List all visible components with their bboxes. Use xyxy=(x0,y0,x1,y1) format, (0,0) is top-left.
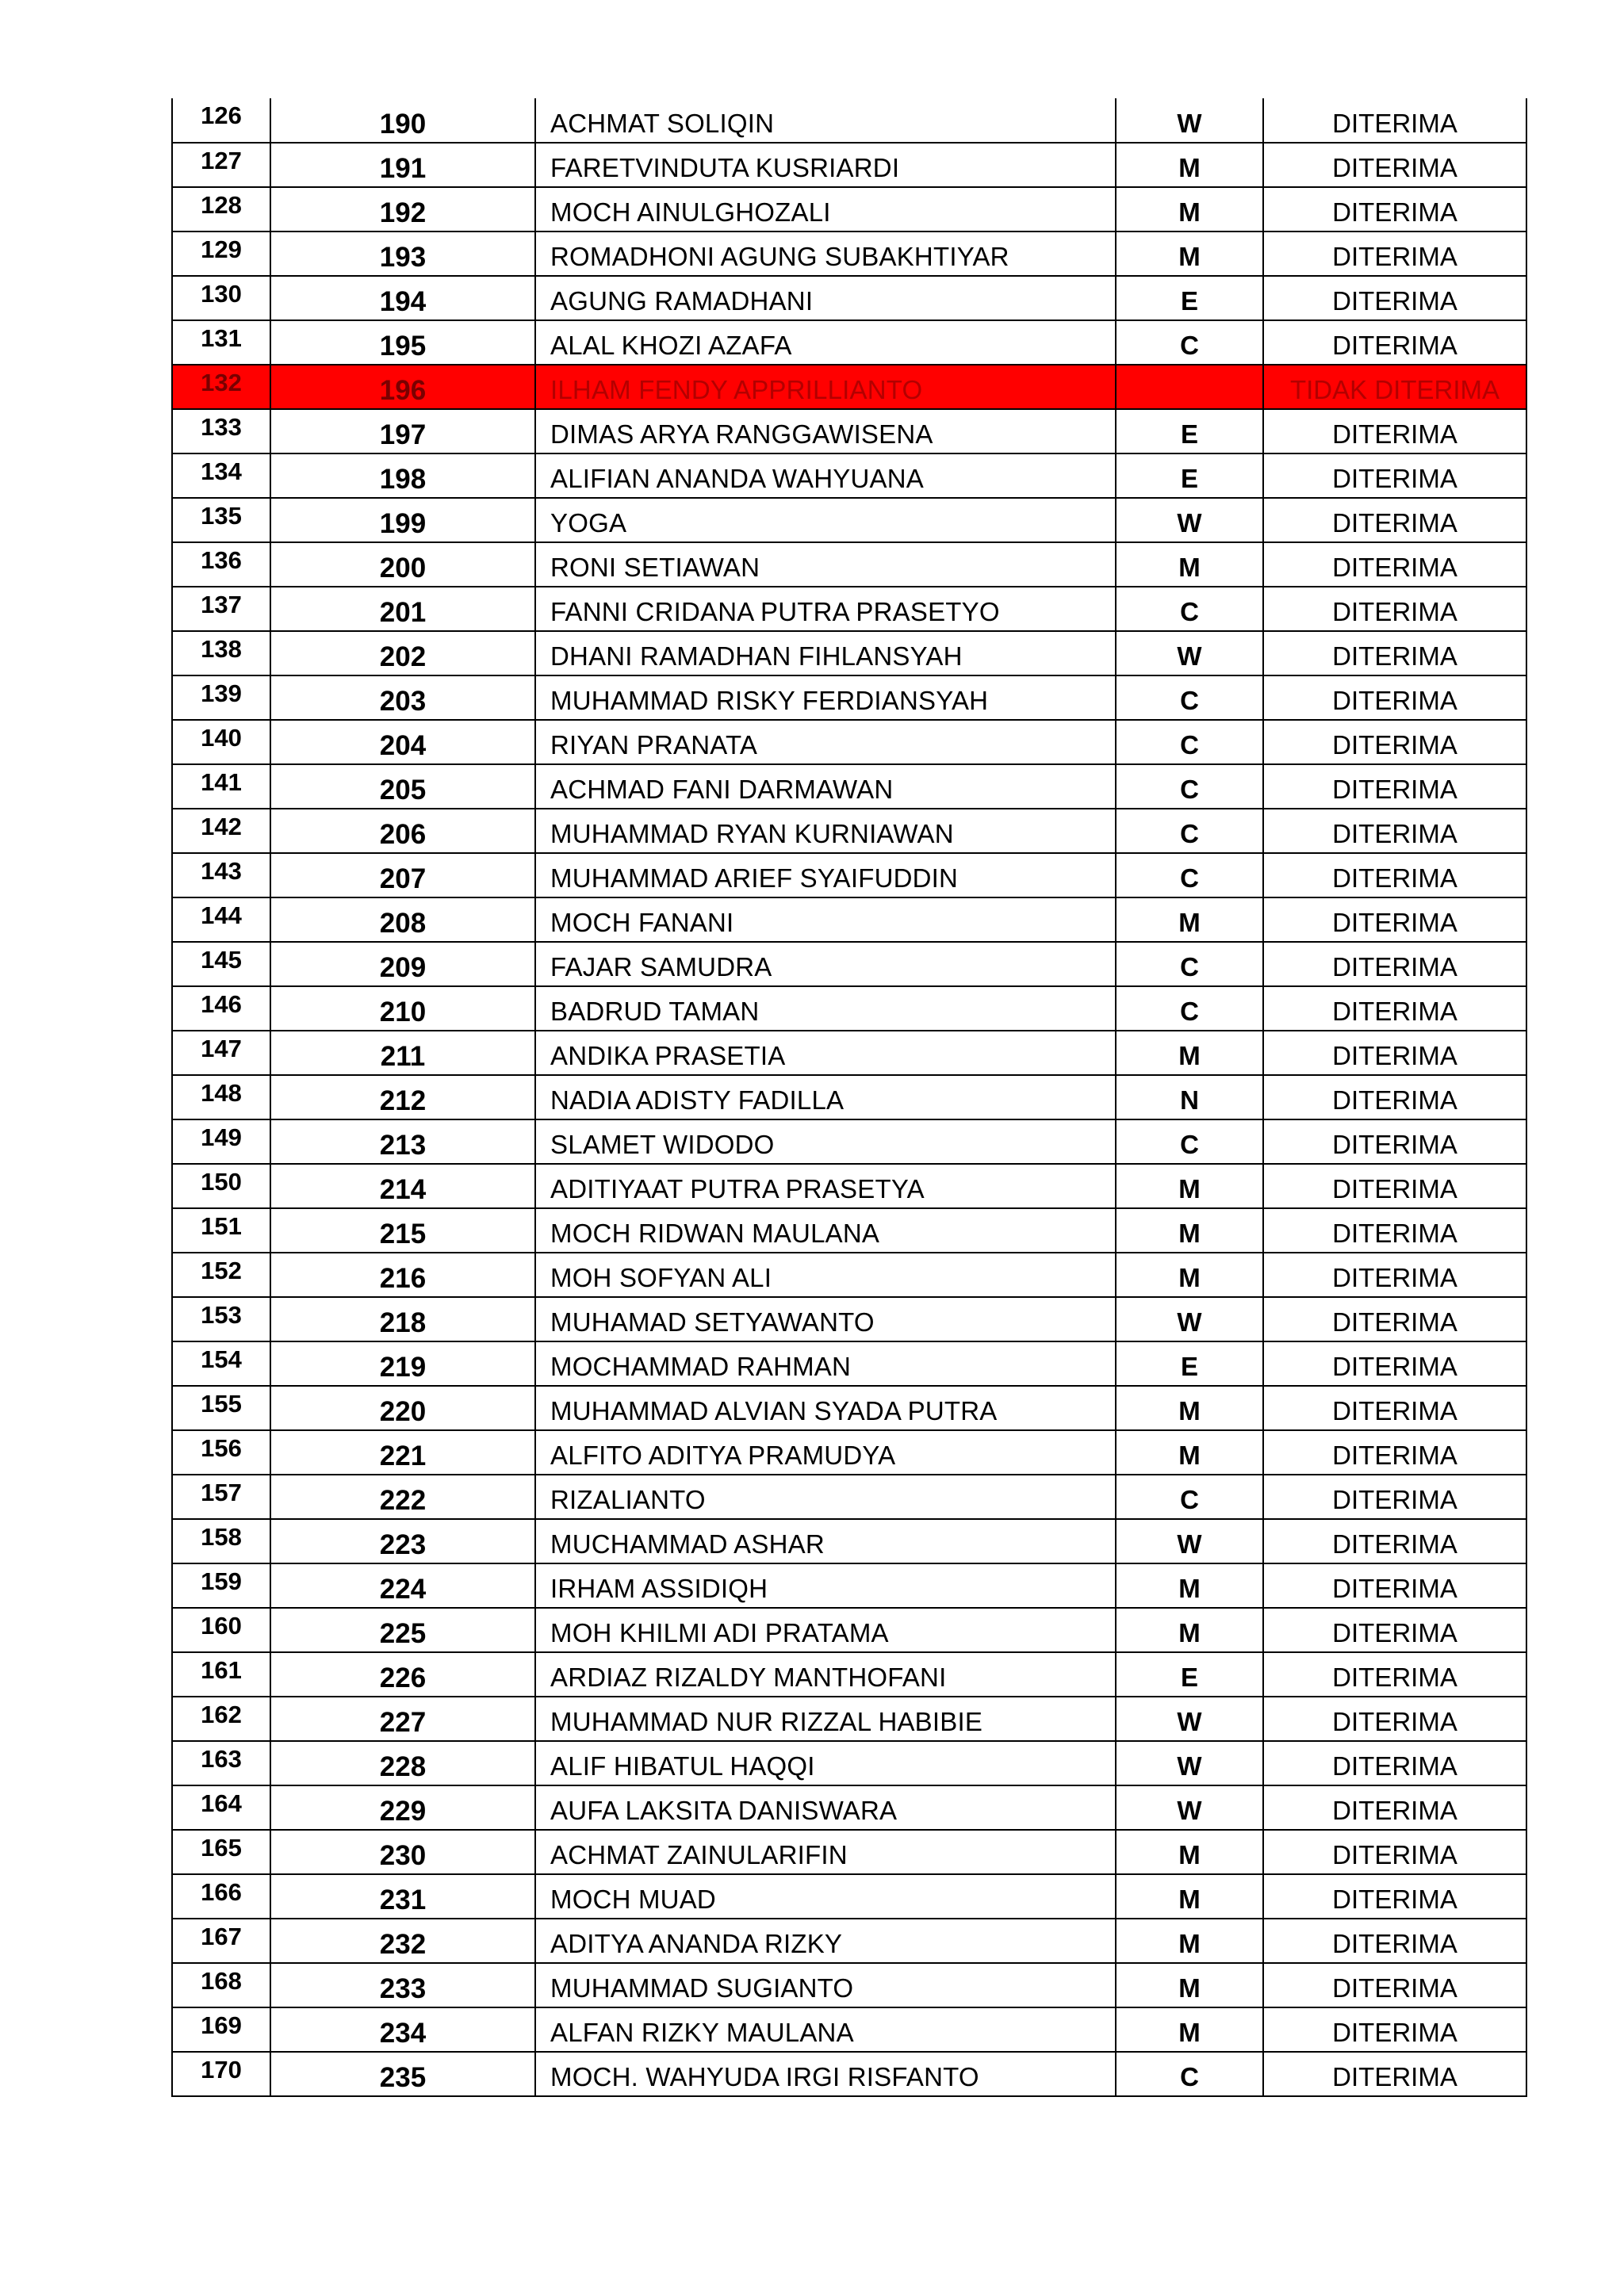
registration-number-cell: 194 xyxy=(270,276,535,320)
table-row xyxy=(172,143,1526,187)
participant-name-cell: MOCH AINULGHOZALI xyxy=(535,187,1116,232)
registration-number-cell: 230 xyxy=(270,1830,535,1874)
participant-name-cell: DHANI RAMADHAN FIHLANSYAH xyxy=(535,631,1116,675)
category-code-cell: C xyxy=(1116,2052,1263,2096)
status-cell: DITERIMA xyxy=(1263,187,1526,232)
registration-number-cell: 235 xyxy=(270,2052,535,2096)
category-code-cell: C xyxy=(1116,986,1263,1031)
participant-name-cell: ALIF HIBATUL HAQQI xyxy=(535,1741,1116,1785)
participant-name-cell: RIZALIANTO xyxy=(535,1475,1116,1519)
status-cell: DITERIMA xyxy=(1263,986,1526,1031)
status-cell: DITERIMA xyxy=(1263,1563,1526,1608)
status-cell: DITERIMA xyxy=(1263,320,1526,365)
table-row xyxy=(172,942,1526,986)
table-row xyxy=(172,853,1526,897)
category-code-cell: W xyxy=(1116,1519,1263,1563)
participant-name-cell: IRHAM ASSIDIQH xyxy=(535,1563,1116,1608)
results-table-body xyxy=(172,98,1526,2096)
registration-number-cell: 219 xyxy=(270,1341,535,1386)
status-cell: DITERIMA xyxy=(1263,1430,1526,1475)
category-code-cell: C xyxy=(1116,1475,1263,1519)
row-number-cell: 147 xyxy=(172,1031,270,1075)
category-code-cell: W xyxy=(1116,498,1263,542)
table-row xyxy=(172,1785,1526,1830)
participant-name-cell: FARETVINDUTA KUSRIARDI xyxy=(535,143,1116,187)
registration-number-cell: 220 xyxy=(270,1386,535,1430)
table-row xyxy=(172,1830,1526,1874)
row-number-cell: 156 xyxy=(172,1430,270,1475)
registration-number-cell: 223 xyxy=(270,1519,535,1563)
category-code-cell: C xyxy=(1116,675,1263,720)
status-cell: DITERIMA xyxy=(1263,1519,1526,1563)
status-cell: DITERIMA xyxy=(1263,1075,1526,1119)
category-code-cell: M xyxy=(1116,2007,1263,2052)
participant-name-cell: RONI SETIAWAN xyxy=(535,542,1116,587)
status-cell: DITERIMA xyxy=(1263,897,1526,942)
registration-number-cell: 218 xyxy=(270,1297,535,1341)
table-row xyxy=(172,320,1526,365)
participant-name-cell: MUHAMMAD ALVIAN SYADA PUTRA xyxy=(535,1386,1116,1430)
participant-name-cell: MOCH RIDWAN MAULANA xyxy=(535,1208,1116,1253)
row-number-cell: 150 xyxy=(172,1164,270,1208)
row-number-cell: 127 xyxy=(172,143,270,187)
registration-number-cell: 226 xyxy=(270,1652,535,1697)
category-code-cell: M xyxy=(1116,1919,1263,1963)
registration-number-cell: 233 xyxy=(270,1963,535,2007)
table-row xyxy=(172,1697,1526,1741)
row-number-cell: 170 xyxy=(172,2052,270,2096)
registration-number-cell: 224 xyxy=(270,1563,535,1608)
participant-name-cell: ALIFIAN ANANDA WAHYUANA xyxy=(535,453,1116,498)
category-code-cell: M xyxy=(1116,1164,1263,1208)
table-row xyxy=(172,1563,1526,1608)
category-code-cell: E xyxy=(1116,1652,1263,1697)
participant-name-cell: MUHAMMAD RISKY FERDIANSYAH xyxy=(535,675,1116,720)
category-code-cell: M xyxy=(1116,1563,1263,1608)
category-code-cell: M xyxy=(1116,1874,1263,1919)
registration-number-cell: 221 xyxy=(270,1430,535,1475)
category-code-cell: M xyxy=(1116,1253,1263,1297)
participant-name-cell: MUCHAMMAD ASHAR xyxy=(535,1519,1116,1563)
registration-number-cell: 197 xyxy=(270,409,535,453)
status-cell: DITERIMA xyxy=(1263,809,1526,853)
participant-name-cell: MOCH FANANI xyxy=(535,897,1116,942)
category-code-cell: W xyxy=(1116,631,1263,675)
row-number-cell: 152 xyxy=(172,1253,270,1297)
status-cell: DITERIMA xyxy=(1263,1297,1526,1341)
table-row xyxy=(172,1297,1526,1341)
row-number-cell: 161 xyxy=(172,1652,270,1697)
status-cell: DITERIMA xyxy=(1263,1386,1526,1430)
status-cell: DITERIMA xyxy=(1263,542,1526,587)
status-cell: DITERIMA xyxy=(1263,2007,1526,2052)
table-row xyxy=(172,187,1526,232)
category-code-cell: M xyxy=(1116,1430,1263,1475)
registration-number-cell: 200 xyxy=(270,542,535,587)
row-number-cell: 142 xyxy=(172,809,270,853)
registration-number-cell: 202 xyxy=(270,631,535,675)
status-cell: DITERIMA xyxy=(1263,1208,1526,1253)
status-cell: DITERIMA xyxy=(1263,1475,1526,1519)
participant-name-cell: MOCH. WAHYUDA IRGI RISFANTO xyxy=(535,2052,1116,2096)
participant-name-cell: ALAL KHOZI AZAFA xyxy=(535,320,1116,365)
registration-number-cell: 222 xyxy=(270,1475,535,1519)
registration-number-cell: 212 xyxy=(270,1075,535,1119)
row-number-cell: 141 xyxy=(172,764,270,809)
status-cell: DITERIMA xyxy=(1263,942,1526,986)
category-code-cell: M xyxy=(1116,1830,1263,1874)
status-cell: DITERIMA xyxy=(1263,1608,1526,1652)
row-number-cell: 163 xyxy=(172,1741,270,1785)
registration-number-cell: 191 xyxy=(270,143,535,187)
row-number-cell: 160 xyxy=(172,1608,270,1652)
participant-name-cell: DIMAS ARYA RANGGAWISENA xyxy=(535,409,1116,453)
row-number-cell: 144 xyxy=(172,897,270,942)
registration-number-cell: 215 xyxy=(270,1208,535,1253)
category-code-cell: E xyxy=(1116,453,1263,498)
table-row xyxy=(172,409,1526,453)
row-number-cell: 151 xyxy=(172,1208,270,1253)
participant-name-cell: FANNI CRIDANA PUTRA PRASETYO xyxy=(535,587,1116,631)
row-number-cell: 136 xyxy=(172,542,270,587)
table-row xyxy=(172,720,1526,764)
status-cell: DITERIMA xyxy=(1263,1919,1526,1963)
table-row xyxy=(172,1430,1526,1475)
table-row xyxy=(172,1208,1526,1253)
status-cell: DITERIMA xyxy=(1263,587,1526,631)
status-cell: DITERIMA xyxy=(1263,1963,1526,2007)
participant-name-cell: ACHMAD FANI DARMAWAN xyxy=(535,764,1116,809)
registration-number-cell: 209 xyxy=(270,942,535,986)
participant-name-cell: MUHAMMAD SUGIANTO xyxy=(535,1963,1116,2007)
category-code-cell: W xyxy=(1116,1785,1263,1830)
row-number-cell: 138 xyxy=(172,631,270,675)
registration-number-cell: 203 xyxy=(270,675,535,720)
category-code-cell: C xyxy=(1116,1119,1263,1164)
participant-name-cell: AUFA LAKSITA DANISWARA xyxy=(535,1785,1116,1830)
table-row xyxy=(172,764,1526,809)
category-code-cell: M xyxy=(1116,1386,1263,1430)
participant-name-cell: MOCHAMMAD RAHMAN xyxy=(535,1341,1116,1386)
table-row xyxy=(172,1164,1526,1208)
registration-number-cell: 234 xyxy=(270,2007,535,2052)
status-cell: DITERIMA xyxy=(1263,1697,1526,1741)
registration-number-cell: 204 xyxy=(270,720,535,764)
status-cell: DITERIMA xyxy=(1263,1652,1526,1697)
category-code-cell: C xyxy=(1116,809,1263,853)
table-row xyxy=(172,232,1526,276)
row-number-cell: 132 xyxy=(172,365,270,409)
table-row xyxy=(172,1341,1526,1386)
row-number-cell: 158 xyxy=(172,1519,270,1563)
row-number-cell: 129 xyxy=(172,232,270,276)
table-row xyxy=(172,1608,1526,1652)
status-cell: DITERIMA xyxy=(1263,143,1526,187)
row-number-cell: 165 xyxy=(172,1830,270,1874)
category-code-cell: M xyxy=(1116,542,1263,587)
status-cell: DITERIMA xyxy=(1263,276,1526,320)
table-row xyxy=(172,809,1526,853)
row-number-cell: 148 xyxy=(172,1075,270,1119)
row-number-cell: 168 xyxy=(172,1963,270,2007)
status-cell: DITERIMA xyxy=(1263,1741,1526,1785)
participant-name-cell: MOH SOFYAN ALI xyxy=(535,1253,1116,1297)
participant-name-cell: ANDIKA PRASETIA xyxy=(535,1031,1116,1075)
category-code-cell: C xyxy=(1116,720,1263,764)
category-code-cell: E xyxy=(1116,409,1263,453)
table-row xyxy=(172,498,1526,542)
row-number-cell: 135 xyxy=(172,498,270,542)
participant-name-cell: SLAMET WIDODO xyxy=(535,1119,1116,1164)
registration-number-cell: 214 xyxy=(270,1164,535,1208)
table-row xyxy=(172,1519,1526,1563)
category-code-cell: M xyxy=(1116,232,1263,276)
row-number-cell: 157 xyxy=(172,1475,270,1519)
category-code-cell: W xyxy=(1116,1697,1263,1741)
table-row xyxy=(172,675,1526,720)
registration-number-cell: 229 xyxy=(270,1785,535,1830)
category-code-cell: C xyxy=(1116,320,1263,365)
row-number-cell: 140 xyxy=(172,720,270,764)
row-number-cell: 143 xyxy=(172,853,270,897)
participant-name-cell: MUHAMMAD RYAN KURNIAWAN xyxy=(535,809,1116,853)
table-row xyxy=(172,2052,1526,2096)
registration-number-cell: 196 xyxy=(270,365,535,409)
registration-number-cell: 207 xyxy=(270,853,535,897)
registration-number-cell: 192 xyxy=(270,187,535,232)
row-number-cell: 149 xyxy=(172,1119,270,1164)
category-code-cell: M xyxy=(1116,897,1263,942)
row-number-cell: 169 xyxy=(172,2007,270,2052)
table-row xyxy=(172,897,1526,942)
status-cell: DITERIMA xyxy=(1263,453,1526,498)
status-cell: DITERIMA xyxy=(1263,1031,1526,1075)
category-code-cell: C xyxy=(1116,942,1263,986)
table-row xyxy=(172,1919,1526,1963)
category-code-cell: C xyxy=(1116,764,1263,809)
table-row xyxy=(172,986,1526,1031)
participant-name-cell: FAJAR SAMUDRA xyxy=(535,942,1116,986)
category-code-cell xyxy=(1116,365,1263,409)
registration-number-cell: 210 xyxy=(270,986,535,1031)
table-row xyxy=(172,1963,1526,2007)
status-cell: DITERIMA xyxy=(1263,98,1526,143)
registration-number-cell: 193 xyxy=(270,232,535,276)
status-cell: DITERIMA xyxy=(1263,1874,1526,1919)
participant-name-cell: MOCH MUAD xyxy=(535,1874,1116,1919)
status-cell: DITERIMA xyxy=(1263,232,1526,276)
registration-number-cell: 190 xyxy=(270,98,535,143)
registration-number-cell: 195 xyxy=(270,320,535,365)
participant-name-cell: RIYAN PRANATA xyxy=(535,720,1116,764)
status-cell: DITERIMA xyxy=(1263,409,1526,453)
row-number-cell: 137 xyxy=(172,587,270,631)
status-cell: DITERIMA xyxy=(1263,764,1526,809)
participant-name-cell: ALFITO ADITYA PRAMUDYA xyxy=(535,1430,1116,1475)
table-row xyxy=(172,276,1526,320)
table-row xyxy=(172,98,1526,143)
participant-name-cell: YOGA xyxy=(535,498,1116,542)
participant-name-cell: ROMADHONI AGUNG SUBAKHTIYAR xyxy=(535,232,1116,276)
table-row xyxy=(172,1386,1526,1430)
category-code-cell: M xyxy=(1116,1208,1263,1253)
table-row xyxy=(172,1119,1526,1164)
registration-number-cell: 208 xyxy=(270,897,535,942)
category-code-cell: N xyxy=(1116,1075,1263,1119)
category-code-cell: C xyxy=(1116,853,1263,897)
status-cell: DITERIMA xyxy=(1263,2052,1526,2096)
row-number-cell: 139 xyxy=(172,675,270,720)
category-code-cell: M xyxy=(1116,1031,1263,1075)
status-cell: DITERIMA xyxy=(1263,853,1526,897)
results-table xyxy=(171,98,1527,2097)
table-row-rejected xyxy=(172,365,1526,409)
row-number-cell: 162 xyxy=(172,1697,270,1741)
table-row xyxy=(172,1652,1526,1697)
status-cell: DITERIMA xyxy=(1263,1341,1526,1386)
registration-number-cell: 201 xyxy=(270,587,535,631)
registration-number-cell: 231 xyxy=(270,1874,535,1919)
row-number-cell: 154 xyxy=(172,1341,270,1386)
row-number-cell: 155 xyxy=(172,1386,270,1430)
status-cell: DITERIMA xyxy=(1263,1164,1526,1208)
registration-number-cell: 228 xyxy=(270,1741,535,1785)
row-number-cell: 126 xyxy=(172,98,270,143)
participant-name-cell: MOH KHILMI ADI PRATAMA xyxy=(535,1608,1116,1652)
table-row xyxy=(172,1475,1526,1519)
table-row xyxy=(172,453,1526,498)
row-number-cell: 166 xyxy=(172,1874,270,1919)
category-code-cell: E xyxy=(1116,276,1263,320)
table-row xyxy=(172,1253,1526,1297)
registration-number-cell: 232 xyxy=(270,1919,535,1963)
row-number-cell: 146 xyxy=(172,986,270,1031)
table-row xyxy=(172,1031,1526,1075)
participant-name-cell: ALFAN RIZKY MAULANA xyxy=(535,2007,1116,2052)
registration-number-cell: 211 xyxy=(270,1031,535,1075)
participant-name-cell: ARDIAZ RIZALDY MANTHOFANI xyxy=(535,1652,1116,1697)
status-cell: DITERIMA xyxy=(1263,1785,1526,1830)
category-code-cell: M xyxy=(1116,1608,1263,1652)
status-cell: DITERIMA xyxy=(1263,675,1526,720)
participant-name-cell: MUHAMAD SETYAWANTO xyxy=(535,1297,1116,1341)
participant-name-cell: ADITYA ANANDA RIZKY xyxy=(535,1919,1116,1963)
category-code-cell: C xyxy=(1116,587,1263,631)
table-row xyxy=(172,1075,1526,1119)
status-cell: DITERIMA xyxy=(1263,720,1526,764)
status-cell: DITERIMA xyxy=(1263,1830,1526,1874)
category-code-cell: W xyxy=(1116,98,1263,143)
row-number-cell: 153 xyxy=(172,1297,270,1341)
row-number-cell: 131 xyxy=(172,320,270,365)
row-number-cell: 134 xyxy=(172,453,270,498)
row-number-cell: 128 xyxy=(172,187,270,232)
registration-number-cell: 216 xyxy=(270,1253,535,1297)
category-code-cell: E xyxy=(1116,1341,1263,1386)
status-cell: DITERIMA xyxy=(1263,1253,1526,1297)
table-row xyxy=(172,1741,1526,1785)
registration-number-cell: 205 xyxy=(270,764,535,809)
status-cell: DITERIMA xyxy=(1263,498,1526,542)
participant-name-cell: ILHAM FENDY APPRILLIANTO xyxy=(535,365,1116,409)
table-row xyxy=(172,2007,1526,2052)
registration-number-cell: 225 xyxy=(270,1608,535,1652)
table-row xyxy=(172,631,1526,675)
participant-name-cell: AGUNG RAMADHANI xyxy=(535,276,1116,320)
registration-number-cell: 206 xyxy=(270,809,535,853)
participant-name-cell: MUHAMMAD NUR RIZZAL HABIBIE xyxy=(535,1697,1116,1741)
category-code-cell: M xyxy=(1116,143,1263,187)
status-cell: DITERIMA xyxy=(1263,631,1526,675)
status-cell: DITERIMA xyxy=(1263,1119,1526,1164)
table-row xyxy=(172,542,1526,587)
row-number-cell: 145 xyxy=(172,942,270,986)
registration-number-cell: 213 xyxy=(270,1119,535,1164)
category-code-cell: W xyxy=(1116,1741,1263,1785)
category-code-cell: W xyxy=(1116,1297,1263,1341)
category-code-cell: M xyxy=(1116,187,1263,232)
registration-number-cell: 199 xyxy=(270,498,535,542)
participant-name-cell: ACHMAT ZAINULARIFIN xyxy=(535,1830,1116,1874)
row-number-cell: 164 xyxy=(172,1785,270,1830)
participant-name-cell: ADITIYAAT PUTRA PRASETYA xyxy=(535,1164,1116,1208)
participant-name-cell: ACHMAT SOLIQIN xyxy=(535,98,1116,143)
category-code-cell: M xyxy=(1116,1963,1263,2007)
participant-name-cell: NADIA ADISTY FADILLA xyxy=(535,1075,1116,1119)
row-number-cell: 167 xyxy=(172,1919,270,1963)
participant-name-cell: MUHAMMAD ARIEF SYAIFUDDIN xyxy=(535,853,1116,897)
registration-number-cell: 198 xyxy=(270,453,535,498)
table-row xyxy=(172,1874,1526,1919)
status-cell: TIDAK DITERIMA xyxy=(1263,365,1526,409)
registration-number-cell: 227 xyxy=(270,1697,535,1741)
row-number-cell: 159 xyxy=(172,1563,270,1608)
participant-name-cell: BADRUD TAMAN xyxy=(535,986,1116,1031)
row-number-cell: 133 xyxy=(172,409,270,453)
row-number-cell: 130 xyxy=(172,276,270,320)
table-row xyxy=(172,587,1526,631)
